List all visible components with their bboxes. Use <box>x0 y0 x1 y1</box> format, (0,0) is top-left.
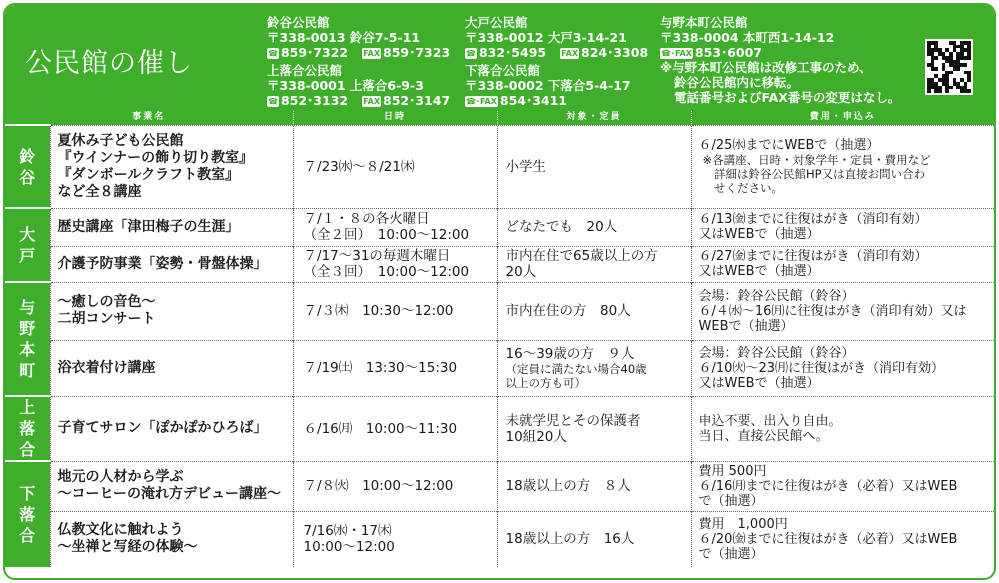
area-label <box>5 282 50 396</box>
event-name <box>50 125 293 208</box>
phone-fax-icon: ☎･FAX <box>661 49 692 58</box>
event-date-line: ７/１・８の各火曜日 <box>303 211 430 227</box>
office-address: 〒338-0001 上落合6-9-3 <box>267 78 424 93</box>
event-date <box>293 125 497 208</box>
event-date <box>293 246 497 282</box>
area-label <box>5 396 50 461</box>
event-fee-line: で（抽選） <box>698 493 764 509</box>
event-fee-line: で（抽選） <box>698 546 764 562</box>
event-target-line: 20人 <box>505 264 537 280</box>
event-target-line: どなたでも 20人 <box>505 219 618 235</box>
event-fee-line: 会場：鈴谷公民館（鈴谷） <box>698 345 855 361</box>
event-fee-line: 費用 500円 <box>698 463 767 479</box>
area-name: 鈴谷 <box>19 146 36 187</box>
relocation-note: 鈴谷公民館内に移転。 <box>674 75 800 90</box>
event-name-line: 『ダンボールクラフト教室』 <box>57 166 240 183</box>
event-target-line: 市内在住の方 80人 <box>505 303 631 319</box>
event-name-line: 『ウインナーの飾り切り教室』 <box>57 149 254 166</box>
table-header-row <box>5 111 994 125</box>
office-suzuya <box>267 15 450 60</box>
area-label <box>5 208 50 282</box>
event-target <box>497 396 691 461</box>
event-date <box>293 396 497 461</box>
event-target-line: 16～39歳の方 ９人 <box>505 346 635 362</box>
event-fee <box>691 340 994 396</box>
fax-icon: FAX <box>363 97 381 106</box>
area-name: 上落合 <box>19 398 36 459</box>
event-target-line: 市内在住で65歳以上の方 <box>505 248 658 264</box>
office-name: 大戸公民館 <box>465 15 528 30</box>
event-date-line: 7/16㈬・17㈭ <box>303 523 392 540</box>
event-date-line: ７/17～31の毎週木曜日 <box>303 248 451 264</box>
office-address: 〒338-0012 大戸3-14-21 <box>465 30 627 45</box>
event-name-line: 介護予防事業「姿勢・骨盤体操」 <box>57 255 268 272</box>
event-date-line: ７/19㈯ 13:30～15:30 <box>303 360 458 376</box>
tel-number: 852･3132 <box>280 93 349 108</box>
fax-icon: FAX <box>561 49 579 58</box>
event-fee-line: ６/13㈮までに往復はがき（消印有効） <box>698 212 928 227</box>
relocation-note: 電話番号およびFAX番号の変更はなし。 <box>674 90 901 105</box>
phone-icon: ☎ <box>466 49 476 58</box>
event-date <box>293 511 497 567</box>
event-fee-line: ６/20㈮までに往復はがき（必着）又はWEB <box>698 531 958 547</box>
event-target-line: 18歳以上の方 ８人 <box>505 478 631 494</box>
events-table <box>5 111 994 567</box>
event-fee-line: 又はWEBで（抽選） <box>698 375 820 391</box>
event-date-line: ７/23㈬～８/21㈭ <box>303 158 415 175</box>
phone-icon: ☎ <box>268 97 278 106</box>
event-fee-line: 申込不要、出入り自由。 <box>698 413 842 429</box>
table-row <box>5 340 994 396</box>
event-date-line: ６/16㈪ 10:00～11:30 <box>303 420 458 437</box>
office-yonohonmachi <box>660 15 900 105</box>
event-target <box>497 461 691 511</box>
event-fee <box>691 511 994 567</box>
area-name: 与野本町 <box>19 298 36 380</box>
event-name-line: 二胡コンサート <box>57 311 156 327</box>
event-fee-line: ６/27㈮までに往復はがき（消印有効） <box>698 249 928 264</box>
event-fee-line: ６/16㈪までに往復はがき（必着）又はWEB <box>698 478 958 494</box>
event-target <box>497 511 691 567</box>
fax-number: 852･3147 <box>383 93 451 108</box>
event-target <box>497 125 691 208</box>
fax-number: 859･7323 <box>383 45 451 60</box>
event-target-note: 以上の方も可） <box>505 376 587 390</box>
event-date-line: ７/８㈫ 10:00～12:00 <box>303 478 454 494</box>
event-target-line: 未就学児とその保護者 <box>505 412 641 429</box>
office-name: 与野本町公民館 <box>660 15 748 30</box>
event-name-line: ～コーヒーの淹れ方デビュー講座～ <box>57 486 281 502</box>
event-target <box>497 208 691 246</box>
event-name-line: 夏休み子ども公民館 <box>57 132 184 149</box>
page-frame <box>3 3 996 580</box>
table-row <box>5 511 994 567</box>
event-date-line: ７/３㈭ 10:30～12:00 <box>303 303 454 319</box>
event-name-line: 浴衣着付け講座 <box>57 359 156 376</box>
event-name-line: ～坐禅と写経の体験～ <box>57 539 198 556</box>
event-name-line: 歴史講座「津田梅子の生涯」 <box>57 218 240 235</box>
event-fee-line: ６/25㈬までにWEBで（抽選） <box>698 138 880 153</box>
event-date <box>293 461 497 511</box>
event-target <box>497 282 691 340</box>
event-target <box>497 340 691 396</box>
office-name: 下落合公民館 <box>465 63 541 78</box>
table-row <box>5 461 994 511</box>
event-name <box>50 511 293 567</box>
event-fee-line: 費用 1,000円 <box>698 516 788 532</box>
office-contact <box>660 45 900 60</box>
event-fee <box>691 282 994 340</box>
tel-fax-number: 854･3411 <box>499 93 568 108</box>
event-fee-line: 当日、直接公民館へ。 <box>698 428 829 444</box>
office-omiya-ooto <box>465 15 648 60</box>
tel-number: 832･5495 <box>478 45 547 60</box>
office-kamiochiai <box>267 63 450 108</box>
event-date-line: 10:00～12:00 <box>303 539 395 556</box>
event-date <box>293 208 497 246</box>
event-name <box>50 340 293 396</box>
office-address: 〒338-0004 本町西1-14-12 <box>660 30 835 45</box>
fax-number: 824･3308 <box>581 45 649 60</box>
qr-code-icon[interactable] <box>925 39 973 95</box>
table-row <box>5 396 994 461</box>
event-target-note: （定員に満たない場合40歳 <box>505 362 647 376</box>
event-fee-line: WEBで（抽選） <box>698 318 794 334</box>
event-target-line: 小学生 <box>505 158 547 175</box>
event-fee-line: 又はWEBで（抽選） <box>698 264 820 279</box>
office-address: 〒338-0013 鈴谷7-5-11 <box>267 30 421 45</box>
event-name <box>50 282 293 340</box>
event-name <box>50 208 293 246</box>
event-date <box>293 282 497 340</box>
column-header-target: 対象・定員 <box>497 111 691 125</box>
table-row <box>5 246 994 282</box>
event-fee-note: ※各講座、日時・対象学年・定員・費用など <box>702 153 931 167</box>
table-row <box>5 208 994 246</box>
event-fee-note: 詳細は鈴谷公民館HP又は直接お問い合わ <box>702 167 926 181</box>
tel-fax-number: 853･6007 <box>694 45 763 60</box>
office-name: 鈴谷公民館 <box>267 15 330 30</box>
event-target <box>497 246 691 282</box>
event-name <box>50 246 293 282</box>
phone-icon: ☎ <box>268 49 278 58</box>
relocation-note: ※与野本町公民館は改修工事のため、 <box>660 60 872 75</box>
table-row <box>5 282 994 340</box>
office-shimoochiai <box>465 63 631 108</box>
event-fee-line: ６/４㈬～16㈪に往復はがき（消印有効）又は <box>698 303 967 319</box>
phone-fax-icon: ☎･FAX <box>466 97 497 106</box>
column-header-fee: 費用・申込み <box>691 111 994 125</box>
page-title: 公民館の催し <box>25 48 193 79</box>
office-name: 上落合公民館 <box>267 63 343 78</box>
event-name-line: 子育てサロン「ぽかぽかひろば」 <box>57 420 268 436</box>
event-target-line: 10組20人 <box>505 428 567 445</box>
office-contact <box>267 93 450 108</box>
event-name <box>50 461 293 511</box>
office-contact <box>465 93 631 108</box>
event-date <box>293 340 497 396</box>
event-fee-line: 会場：鈴谷公民館（鈴谷） <box>698 288 855 304</box>
event-name-line: 地元の人材から学ぶ <box>57 469 184 485</box>
table-row <box>5 125 994 208</box>
office-contact <box>267 45 450 60</box>
column-header-date: 日時 <box>293 111 497 125</box>
area-name: 下落合 <box>19 484 36 545</box>
event-fee-line: 又はWEBで（抽選） <box>698 227 820 242</box>
column-header-event: 事業名 <box>5 111 293 125</box>
fax-icon: FAX <box>363 49 381 58</box>
event-fee <box>691 396 994 461</box>
event-target-line: 18歳以上の方 16人 <box>505 531 635 548</box>
event-name-line: ～癒しの音色～ <box>57 294 156 310</box>
area-label <box>5 125 50 208</box>
area-name: 大戸 <box>19 225 36 265</box>
event-fee-note: せください。 <box>702 181 784 195</box>
office-contact <box>465 45 648 60</box>
event-name-line: 仏教文化に触れよう <box>57 522 184 539</box>
tel-number: 859･7322 <box>280 45 349 60</box>
event-fee <box>691 246 994 282</box>
event-fee <box>691 125 994 208</box>
event-fee <box>691 208 994 246</box>
event-fee-line: ６/10㈫～23㈪に往復はがき（消印有効） <box>698 360 944 376</box>
event-fee <box>691 461 994 511</box>
office-address: 〒338-0002 下落合5-4-17 <box>465 78 631 93</box>
area-label <box>5 461 50 567</box>
header <box>5 5 994 111</box>
event-name <box>50 396 293 461</box>
event-name-line: など全８講座 <box>57 183 142 200</box>
event-date-line: （全２回） 10:00～12:00 <box>303 227 470 243</box>
event-date-line: （全３回） 10:00～12:00 <box>303 264 470 280</box>
